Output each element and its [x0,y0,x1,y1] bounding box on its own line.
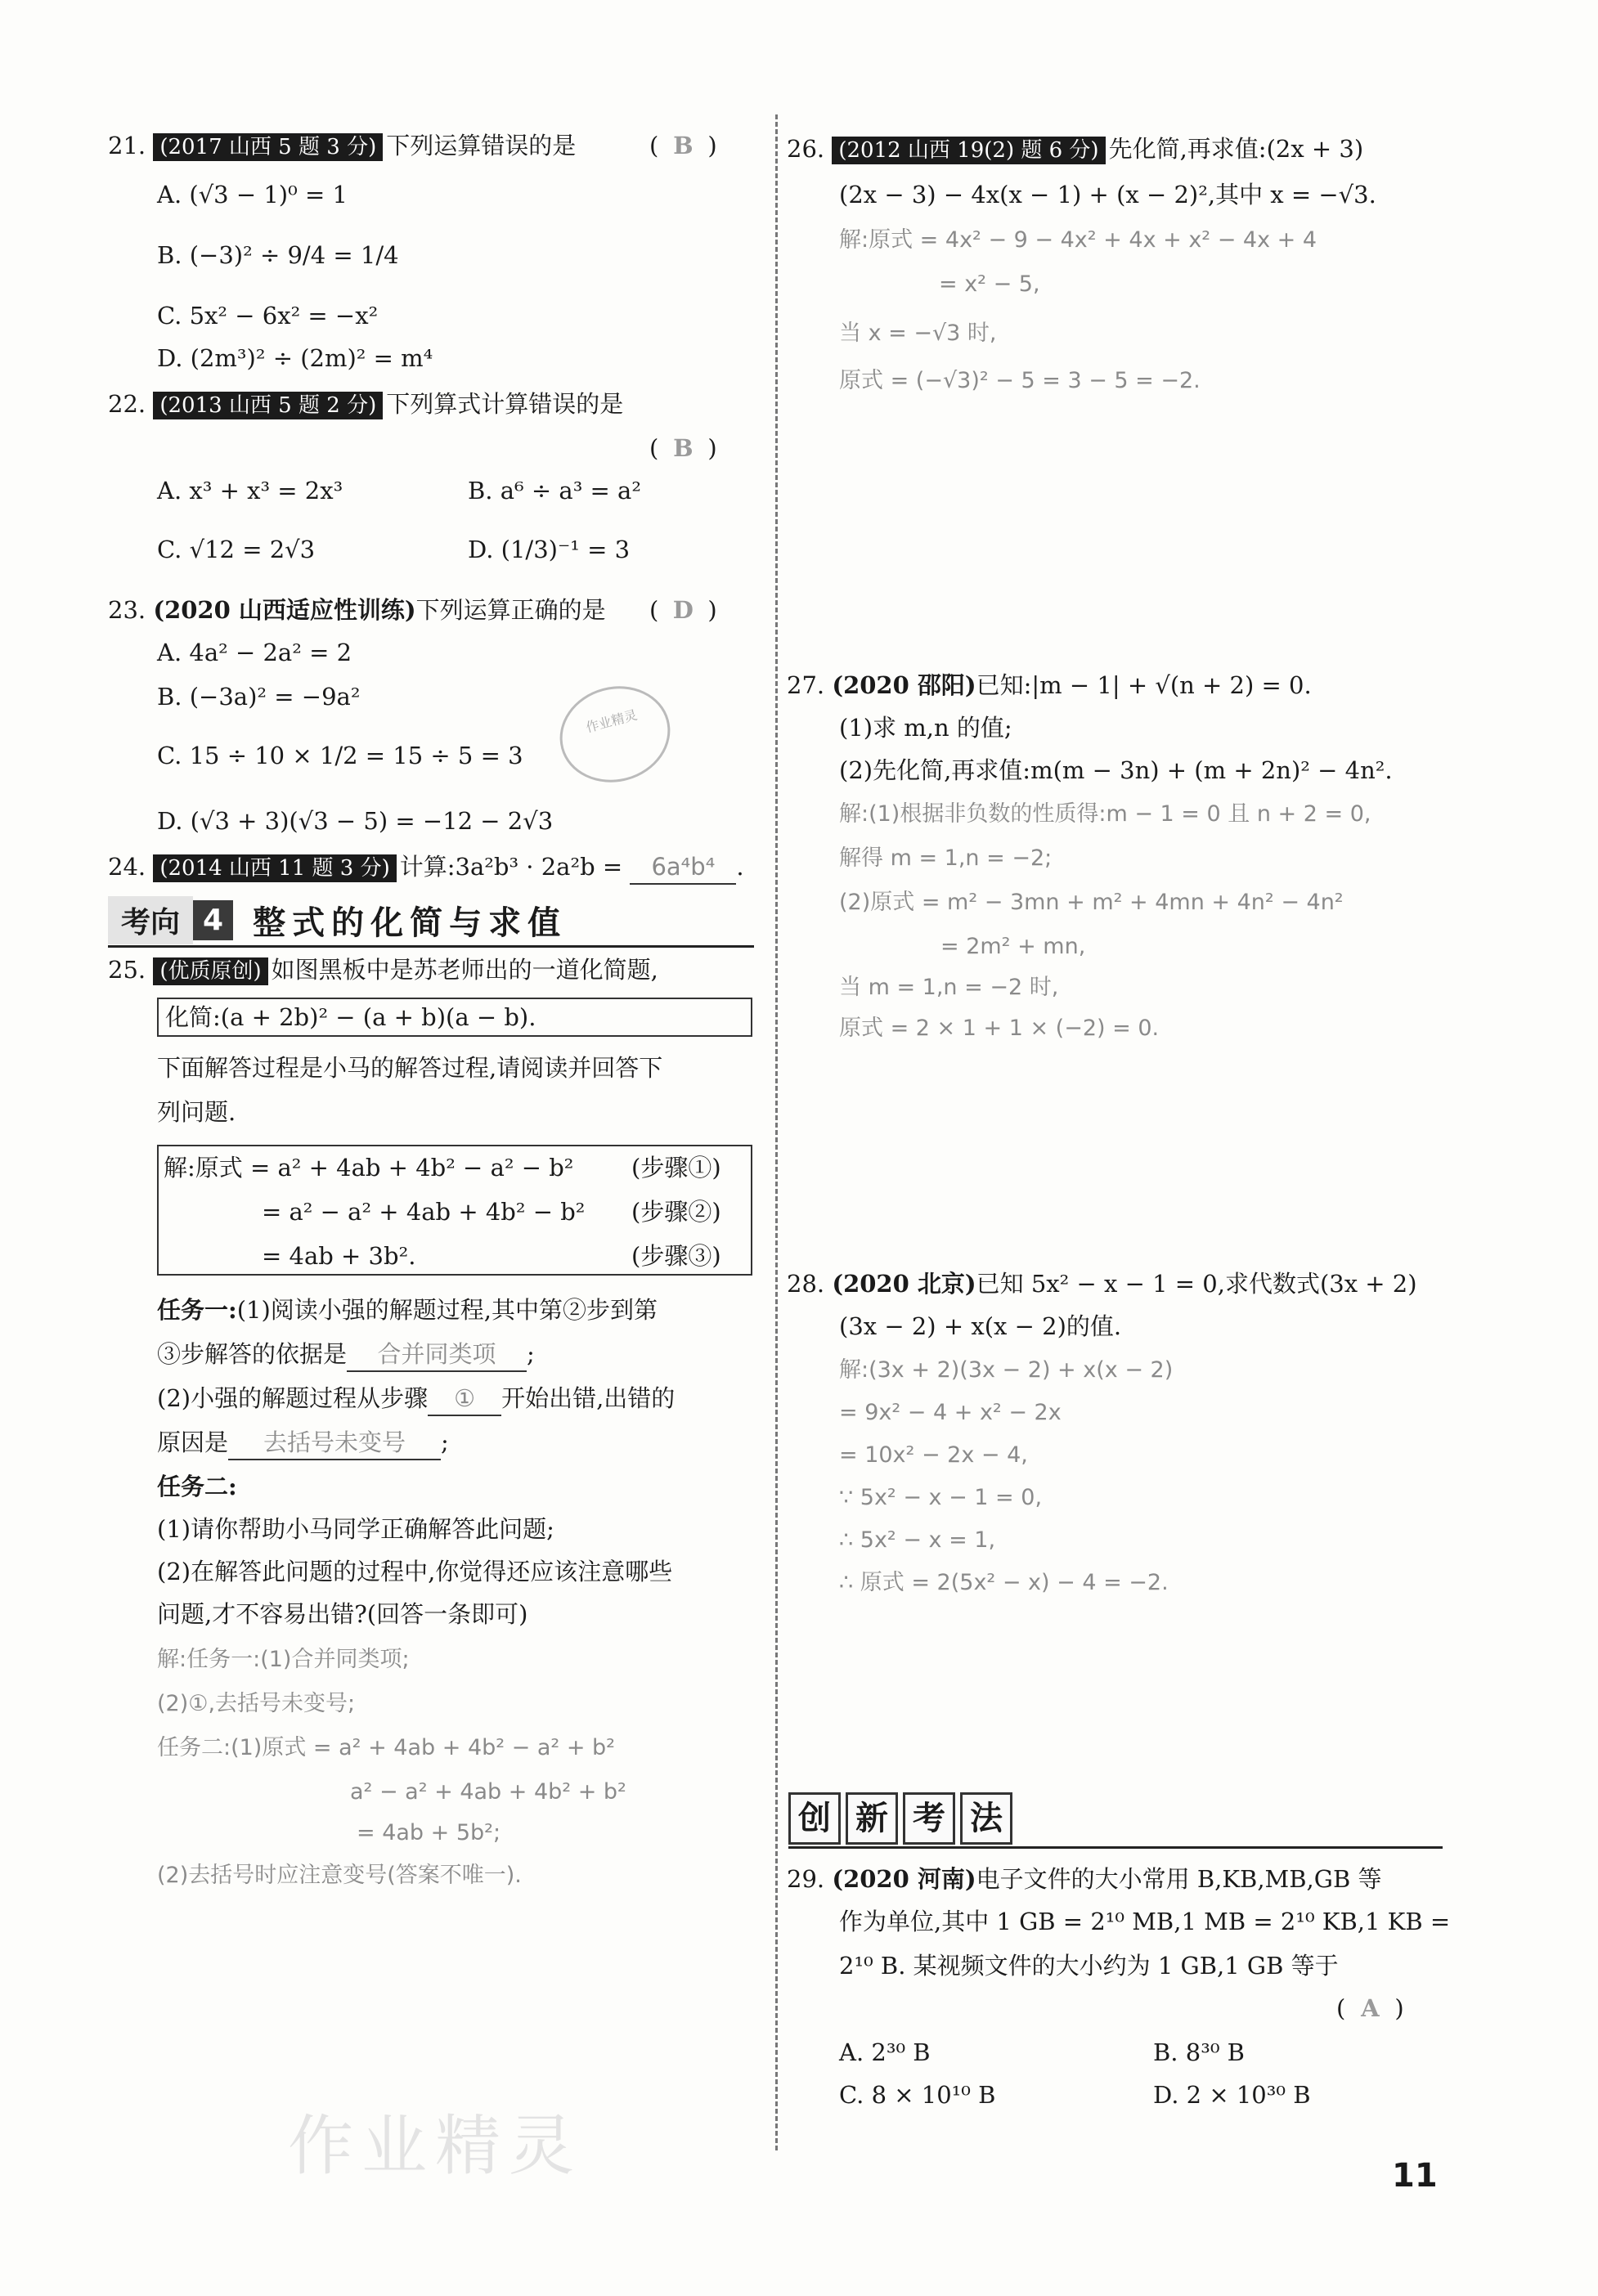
question-29-stem-2: 作为单位,其中 1 GB = 2¹⁰ MB,1 MB = 2¹⁰ KB,1 KB = [839,1908,1451,1935]
step-3: = 4ab + 3b². [262,1242,416,1270]
solution-line: 解:原式 = 4x² − 9 − 4x² + 4x + x² − 4x + 4 [839,227,1317,253]
solution-line: 解:任务一:(1)合并同类项; [157,1647,410,1672]
solution-line: 解得 m = 1,n = −2; [839,845,1053,871]
answer-blank: 6a⁴b⁴ [630,850,736,885]
question-27-part-1: (1)求 m,n 的值; [839,714,1012,742]
source-tag: (2013 山西 5 题 2 分) [153,392,383,419]
question-25-stem: 25. (优质原创) 如图黑板中是苏老师出的一道化简题, [108,956,658,984]
answer-bracket: ( B ) [649,129,717,162]
solution-line: ∵ 5x² − x − 1 = 0, [839,1485,1043,1510]
solution-line: 原式 = (−√3)² − 5 = 3 − 5 = −2. [839,368,1201,393]
solution-line: 原式 = 2 × 1 + 1 × (−2) = 0. [839,1016,1160,1041]
solution-line: (2)原式 = m² − 3mn + m² + 4mn + 4n² − 4n² [839,890,1344,915]
option-b: B. 8³⁰ B [1153,2038,1245,2066]
answer-choice: B [673,434,694,462]
question-28-stem-2: (3x − 2) + x(x − 2)的值. [839,1312,1122,1340]
solution-line: ∴ 原式 = 2(5x² − x) − 4 = −2. [839,1570,1169,1595]
step-1: 解:原式 = a² + 4ab + 4b² − a² − b² [164,1154,574,1182]
step-3-label: (步骤③) [631,1242,721,1270]
option-a: A. x³ + x³ = 2x³ [157,477,343,504]
solution-line: = 9x² − 4 + x² − 2x [839,1400,1062,1425]
question-29-stem: 29. (2020 河南)电子文件的大小常用 B,KB,MB,GB 等 [787,1865,1382,1893]
source-tag: (优质原创) [153,957,267,985]
option-a: A. (√3 − 1)⁰ = 1 [157,181,348,209]
answer-bracket: ( A ) [1336,1992,1404,2025]
question-22-stem: 22. (2013 山西 5 题 2 分) 下列算式计算错误的是 [108,390,624,418]
task-1-line: (2)小强的解题过程从步骤 ① 开始出错,出错的 [157,1382,675,1416]
step-2: = a² − a² + 4ab + 4b² − b² [262,1198,586,1226]
solution-line: 解:(1)根据非负数的性质得:m − 1 = 0 且 n + 2 = 0, [839,801,1371,827]
section-title: 整式的化简与求值 [253,904,568,942]
option-a: A. 2³⁰ B [839,2038,931,2066]
source-tag: (2012 山西 19(2) 题 6 分) [832,137,1105,164]
option-d: D. 2 × 10³⁰ B [1153,2081,1311,2109]
column-divider [775,114,778,2150]
watermark: 作业精灵 [288,2108,582,2184]
solution-line: 当 m = 1,n = −2 时, [839,975,1059,1000]
solution-line: 解:(3x + 2)(3x − 2) + x(x − 2) [839,1357,1174,1383]
section-rule [108,945,754,948]
section-number: 4 [193,900,233,940]
option-b: B. (−3)² ÷ 9/4 = 1/4 [157,241,399,269]
question-27-part-2: (2)先化简,再求值:m(m − 3n) + (m + 2n)² − 4n². [839,756,1393,784]
innovation-rule [788,1846,1443,1849]
task-2-line: (1)请你帮助小马同学正确解答此问题; [157,1515,554,1543]
intro-line: 列问题. [157,1098,236,1126]
option-d: D. (√3 + 3)(√3 − 5) = −12 − 2√3 [157,807,554,835]
option-b: B. a⁶ ÷ a³ = a² [468,477,641,504]
answer-blank: ① [428,1382,501,1416]
solution-line: 任务二:(1)原式 = a² + 4ab + 4b² − a² + b² [157,1735,615,1760]
question-21-stem: 21. (2017 山西 5 题 3 分) 下列运算错误的是 [108,132,577,159]
solution-line: ∴ 5x² − x = 1, [839,1527,996,1553]
task-2-title: 任务二: [157,1473,237,1500]
question-23-stem: 23. (2020 山西适应性训练)下列运算正确的是 [108,596,606,624]
section-header [108,896,567,944]
innovation-char: 考 [903,1792,955,1845]
option-c: C. 5x² − 6x² = −x² [157,302,379,330]
question-27-stem: 27. (2020 邵阳)已知:|m − 1| + √(n + 2) = 0. [787,671,1312,699]
page-number: 11 [1392,2157,1438,2195]
task-2-line: (2)在解答此问题的过程中,你觉得还应该注意哪些 [157,1558,673,1585]
innovation-char: 新 [846,1792,898,1845]
step-1-label: (步骤①) [631,1154,721,1182]
option-d: D. (1/3)⁻¹ = 3 [468,536,631,563]
section-label: 考向 [108,896,193,944]
question-26-stem: 26. (2012 山西 19(2) 题 6 分) 先化简,再求值:(2x + 3) [787,135,1364,163]
solution-line: 当 x = −√3 时, [839,321,997,346]
answer-choice: B [673,132,694,159]
innovation-char: 法 [960,1792,1012,1845]
question-26-stem-2: (2x − 3) − 4x(x − 1) + (x − 2)²,其中 x = −√3. [839,181,1376,209]
intro-line: 下面解答过程是小马的解答过程,请阅读并回答下 [157,1054,663,1082]
answer-choice: A [1361,1994,1380,2022]
solution-line: (2)①,去括号未变号; [157,1691,356,1716]
solution-line: = 10x² − 2x − 4, [839,1442,1028,1468]
source-tag: (2014 山西 11 题 3 分) [153,854,396,882]
innovation-char: 创 [788,1792,841,1845]
task-1-line: ③步解答的依据是 合并同类项 ; [157,1338,535,1372]
innovation-header [788,1792,1017,1845]
task-1-line: 任务一:(1)阅读小强的解题过程,其中第②步到第 [157,1296,658,1324]
option-c: C. 15 ÷ 10 × 1/2 = 15 ÷ 5 = 3 [157,742,523,769]
option-c: C. 8 × 10¹⁰ B [839,2081,996,2109]
answer-bracket: ( B ) [649,432,717,464]
answer-bracket: ( D ) [649,594,717,626]
option-a: A. 4a² − 2a² = 2 [157,639,352,666]
solution-line: = 4ab + 5b²; [357,1820,501,1845]
answer-choice: D [672,596,694,624]
solution-line: (2)去括号时应注意变号(答案不唯一). [157,1863,522,1888]
blackboard-text: 化简:(a + 2b)² − (a + b)(a − b). [165,1003,536,1031]
option-d: D. (2m³)² ÷ (2m)² = m⁴ [157,344,433,372]
solution-line: = 2m² + mn, [940,934,1086,959]
question-24-stem: 24. (2014 山西 11 题 3 分) 计算:3a²b³ · 2a²b = 6a⁴b⁴ . [108,850,744,885]
solution-line: a² − a² + 4ab + 4b² + b² [350,1779,626,1805]
option-b: B. (−3a)² = −9a² [157,683,361,711]
question-29-stem-3: 2¹⁰ B. 某视频文件的大小约为 1 GB,1 GB 等于 [839,1952,1339,1980]
stamp-logo: 作业精灵 [549,674,680,794]
source-tag: (2017 山西 5 题 3 分) [153,133,383,161]
task-2-line: 问题,才不容易出错?(回答一条即可) [157,1600,528,1628]
question-28-stem: 28. (2020 北京)已知 5x² − x − 1 = 0,求代数式(3x + 2) [787,1270,1417,1298]
solution-line: = x² − 5, [939,271,1040,297]
answer-blank: 合并同类项 [347,1338,527,1372]
step-2-label: (步骤②) [631,1198,721,1226]
option-c: C. √12 = 2√3 [157,536,316,563]
answer-blank: 去括号未变号 [228,1426,441,1460]
task-1-line: 原因是 去括号未变号 ; [157,1426,449,1460]
